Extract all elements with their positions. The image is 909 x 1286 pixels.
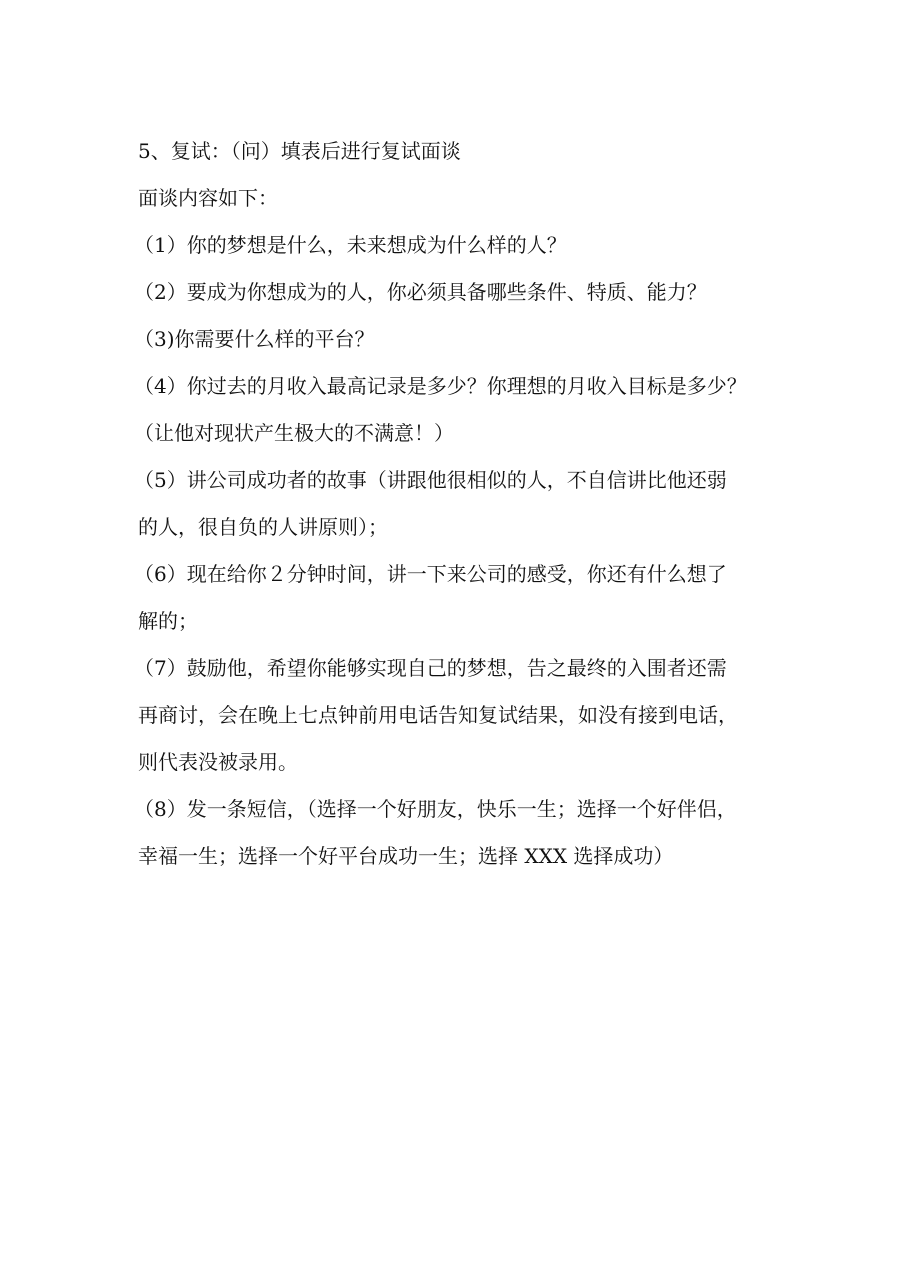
body-line: （让他对现状产生极大的不满意！）: [134, 421, 454, 445]
body-line: （7）鼓励他，希望你能够实现自己的梦想，告之最终的入围者还需: [134, 656, 727, 680]
body-line: 则代表没被录用。: [138, 750, 298, 774]
body-line: （4）你过去的月收入最高记录是多少？你理想的月收入目标是多少？: [134, 374, 747, 398]
document-body: [134, 128, 788, 880]
body-line: （2）要成为你想成为的人，你必须具备哪些条件、特质、能力？: [134, 280, 707, 304]
body-line: 解的；: [138, 609, 198, 633]
intro-line: 面谈内容如下：: [138, 186, 278, 210]
body-line: 幸福一生；选择一个好平台成功一生；选择 XXX 选择成功）: [138, 844, 674, 868]
body-line: 的人，很自负的人讲原则）；: [138, 515, 388, 539]
section-heading: 5、复试：（问）填表后进行复试面谈: [138, 139, 461, 163]
body-line: （8）发一条短信，（选择一个好朋友，快乐一生；选择一个好伴侣，: [134, 797, 737, 821]
body-line: 再商讨，会在晚上七点钟前用电话告知复试结果，如没有接到电话，: [138, 703, 738, 727]
body-line: （1）你的梦想是什么，未来想成为什么样的人？: [134, 233, 567, 257]
body-line: （3)你需要什么样的平台？: [134, 327, 375, 351]
body-line: （5）讲公司成功者的故事（讲跟他很相似的人，不自信讲比他还弱: [134, 468, 727, 492]
body-line: （6）现在给你２分钟时间，讲一下来公司的感受，你还有什么想了: [134, 562, 727, 586]
